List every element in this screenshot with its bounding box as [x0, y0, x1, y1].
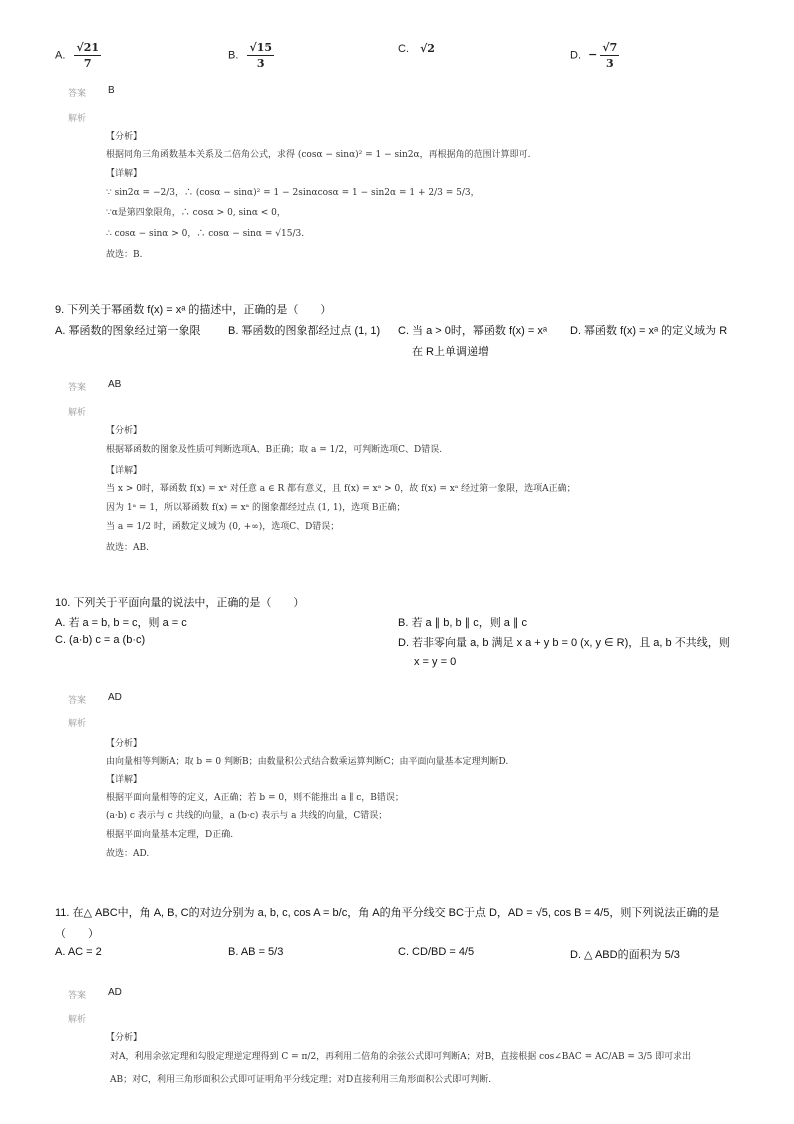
q10-answer-label: 答案 — [68, 695, 87, 705]
q11-answer-label: 答案 — [68, 990, 87, 1000]
q10-option-a[interactable]: A. 若 a = b, b = c，则 a = c — [55, 617, 187, 629]
q8-line4: 故选：B. — [106, 250, 143, 260]
q11-stem: 11. 在△ ABC中，角 A, B, C的对边分别为 a, b, c, cos A = b/c，角 A的角平分线交 BC于点 D，AD = √5, cos B = 4/5，则下列说法正确的是 — [55, 907, 720, 919]
q10-fenxi: 【分析】 — [106, 739, 143, 749]
q8-option-b-fraction: $\frac{√15}{3}$ — [249, 41, 273, 70]
q9-answer-label: 答案 — [68, 382, 87, 392]
q9-fenxi-body: 根据幂函数的图象及性质可判断选项A、B正确；取 a = 1/2，可判断选项C、D错误. — [106, 445, 443, 455]
q10-option-d[interactable]: D. 若非零向量 a, b 满足 x a + y b = 0 (x, y ∈ R)，且 a, b 不共线，则 — [398, 637, 730, 649]
q9-fenxi: 【分析】 — [106, 426, 143, 436]
q11-option-c[interactable]: C. CD/BD = 4/5 — [398, 946, 475, 958]
q10-analysis-label: 解析 — [68, 718, 87, 728]
q8-line2: ∵α是第四象限角，∴ cosα > 0, sinα < 0， — [106, 208, 286, 218]
q9-option-d[interactable]: D. 幂函数 f(x) = xᵃ 的定义域为 R — [570, 325, 728, 337]
q11-body1: 对A，利用余弦定理和勾股定理逆定理得到 C = π/2，再利用二倍角的余弦公式即可判断A；对B，直接根据 cos∠BAC = AC/AB = 3/5 即可求出 — [110, 1052, 692, 1062]
q8-option-b[interactable]: B. $\frac{√15}{3}$ — [228, 41, 273, 70]
q10-option-b[interactable]: B. 若 a ∥ b, b ∥ c，则 a ∥ c — [398, 617, 527, 629]
q8-xiangjie: 【详解】 — [106, 169, 143, 179]
q10-line3: 根据平面向量基本定理，D正确. — [106, 830, 234, 840]
q8-fenxi: 【分析】 — [106, 132, 143, 142]
q11-body2: AB；对C，利用三角形面积公式即可证明角平分线定理；对D直接利用三角形面积公式即可判断. — [110, 1075, 492, 1085]
q8-fenxi-body: 根据同角三角函数基本关系及二倍角公式，求得 (cosα − sinα)² = 1 − sin2α，再根据角的范围计算即可. — [106, 150, 531, 160]
q8-answer: B — [108, 85, 115, 96]
q10-fenxi-body: 由向量相等判断A；取 b = 0 判断B；由数量积公式结合数乘运算判断C；由平面向量基本定理判断D. — [106, 757, 509, 767]
q11-answer: AD — [108, 987, 122, 998]
q8-line3: ∴ cosα − sinα > 0，∴ cosα − sinα = √15/3. — [106, 229, 305, 239]
q9-option-b[interactable]: B. 幂函数的图象都经过点 (1, 1) — [228, 325, 381, 337]
q11-stem-cont: （ ） — [55, 928, 99, 940]
q10-line1: 根据平面向量相等的定义，A正确；若 b = 0，则不能推出 a ∥ c，B错误； — [106, 793, 404, 803]
q11-analysis-label: 解析 — [68, 1014, 87, 1024]
q10-option-c[interactable]: C. (a·b) c = a (b·c) — [55, 634, 146, 646]
q10-line4: 故选：AD. — [106, 849, 150, 859]
q10-stem: 10. 下列关于平面向量的说法中，正确的是（ ） — [55, 597, 305, 609]
q9-option-c-cont: 在 R上单调递增 — [412, 346, 489, 358]
q9-answer: AB — [108, 379, 122, 390]
q9-line4: 故选：AB. — [106, 543, 149, 553]
q8-option-a[interactable]: A. $\frac{√21}{7}$ — [55, 41, 100, 70]
q9-stem: 9. 下列关于幂函数 f(x) = xᵃ 的描述中，正确的是（ ） — [55, 304, 332, 316]
q8-analysis-label: 解析 — [68, 113, 87, 123]
q11-option-b[interactable]: B. AB = 5/3 — [228, 946, 284, 958]
q9-line2: 因为 1ᵃ = 1，所以幂函数 f(x) = xᵃ 的图象都经过点 (1, 1)，选项 B正确； — [106, 503, 406, 513]
q8-option-d-fraction: $\frac{√7}{3}$ — [602, 41, 618, 70]
q8-line1: ∵ sin2α = −2/3，∴ (cosα − sinα)² = 1 − 2sinαcosα = 1 − sin2α = 1 + 2/3 = 5/3， — [106, 188, 480, 198]
q8-answer-label: 答案 — [68, 88, 87, 98]
q9-option-a[interactable]: A. 幂函数的图象经过第一象限 — [55, 325, 201, 337]
q9-option-c[interactable]: C. 当 a > 0时，幂函数 f(x) = xᵃ — [398, 325, 547, 337]
q11-fenxi: 【分析】 — [106, 1033, 143, 1043]
q8-option-d[interactable]: D. − $\frac{√7}{3}$ — [570, 41, 618, 70]
q8-option-c[interactable]: C. √2 — [398, 42, 435, 55]
q11-option-d[interactable]: D. △ ABD的面积为 5/3 — [570, 949, 680, 961]
q8-option-a-fraction: $\frac{√21}{7}$ — [76, 41, 100, 70]
q11-option-a[interactable]: A. AC = 2 — [55, 946, 102, 958]
q10-line2: (a·b) c 表示与 c 共线的向量，a (b·c) 表示与 a 共线的向量，C错误； — [106, 811, 388, 821]
q10-option-d-cont: x = y = 0 — [414, 656, 457, 668]
q9-line3: 当 a = 1/2 时，函数定义域为 (0, +∞)，选项C、D错误； — [106, 522, 340, 532]
q10-answer: AD — [108, 692, 122, 703]
q9-analysis-label: 解析 — [68, 407, 87, 417]
q9-line1: 当 x > 0时，幂函数 f(x) = xᵃ 对任意 a ∈ R 都有意义，且 f(x) = xᵃ > 0，故 f(x) = xᵃ 经过第一象限，选项A正确； — [106, 484, 576, 494]
q9-xiangjie: 【详解】 — [106, 466, 143, 476]
q10-xiangjie: 【详解】 — [106, 775, 143, 785]
